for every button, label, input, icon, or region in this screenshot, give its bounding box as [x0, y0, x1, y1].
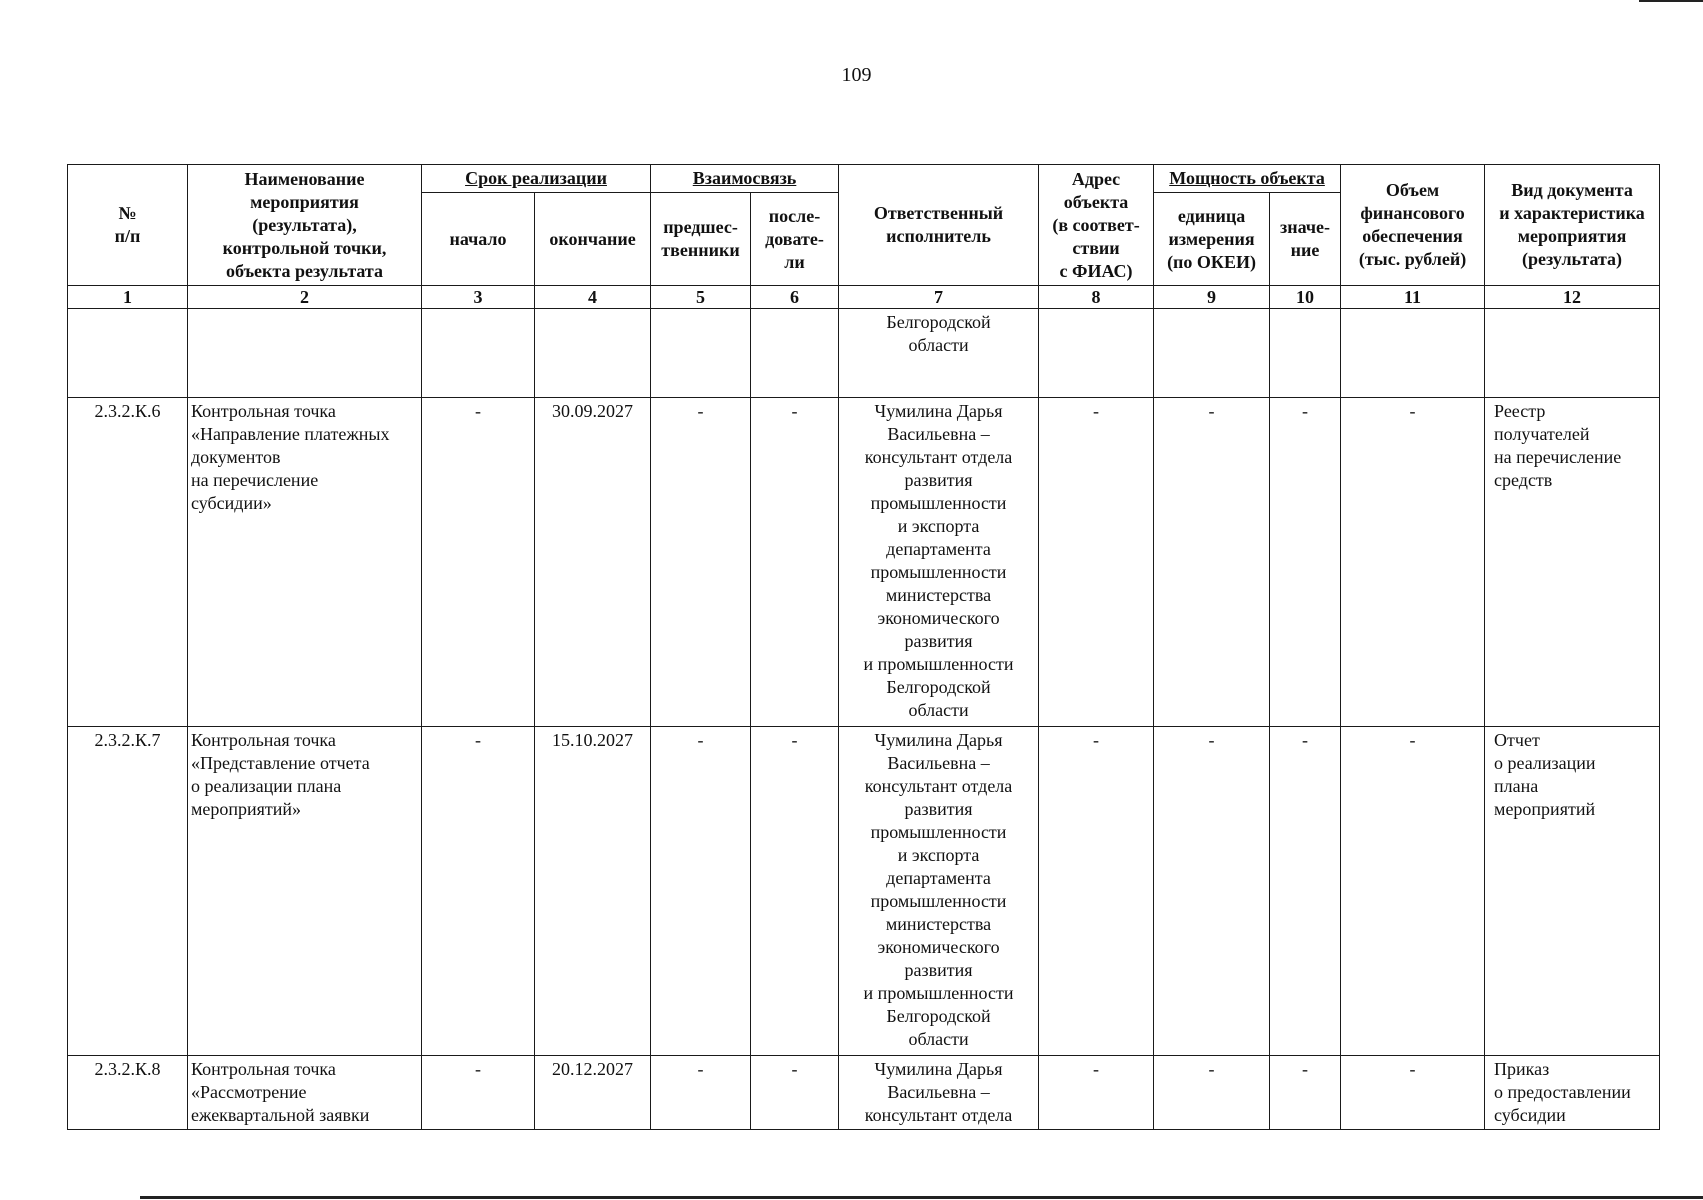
header-doc-type: Вид документа и характеристика мероприятия (результата) [1485, 165, 1660, 286]
cell-empty [188, 309, 422, 398]
header-capacity-unit: единица измерения (по ОКЕИ) [1154, 193, 1270, 286]
cell-num: 2.3.2.К.7 [68, 727, 188, 1056]
cell-finance: - [1341, 727, 1485, 1056]
cell-num: 2.3.2.К.8 [68, 1056, 188, 1130]
cell-name: Контрольная точка «Направление платежных документов на перечисление субсидии» [188, 398, 422, 727]
table-row [68, 727, 1660, 1056]
page-number: 109 [841, 64, 872, 86]
cell-address: - [1039, 398, 1154, 727]
cell-name: Контрольная точка «Представление отчета о реализации плана мероприятий» [188, 727, 422, 1056]
cell-doc: Реестр получателей на перечисление средств [1485, 398, 1660, 727]
column-number: 8 [1039, 286, 1154, 309]
cell-num: 2.3.2.К.6 [68, 398, 188, 727]
header-finance: Объем финансового обеспечения (тыс. рублей) [1341, 165, 1485, 286]
header-link: Взаимосвязь [651, 165, 839, 193]
column-number: 11 [1341, 286, 1485, 309]
column-number: 9 [1154, 286, 1270, 309]
cell-start: - [422, 727, 535, 1056]
header-name: Наименование мероприятия (результата), контрольной точки, объекта результата [188, 165, 422, 286]
cell-doc: Приказ о предоставлении субсидии [1485, 1056, 1660, 1130]
cell-empty [1154, 309, 1270, 398]
column-number: 12 [1485, 286, 1660, 309]
cell-doc: Отчет о реализации плана мероприятий [1485, 727, 1660, 1056]
column-number: 7 [839, 286, 1039, 309]
header-term-start: начало [422, 193, 535, 286]
column-number: 3 [422, 286, 535, 309]
cell-address: - [1039, 727, 1154, 1056]
cell-empty [1039, 309, 1154, 398]
cell-start: - [422, 398, 535, 727]
column-number: 6 [751, 286, 839, 309]
header-link-succ: после- довате- ли [751, 193, 839, 286]
cell-start: - [422, 1056, 535, 1130]
header-responsible: Ответственный исполнитель [839, 165, 1039, 286]
cell-pred: - [651, 727, 751, 1056]
cell-empty [1270, 309, 1341, 398]
header-num: № п/п [68, 165, 188, 286]
cell-succ: - [751, 727, 839, 1056]
cell-value: - [1270, 727, 1341, 1056]
cell-unit: - [1154, 727, 1270, 1056]
top-edge-rule [1639, 0, 1703, 2]
cell-responsible: Чумилина Дарья Васильевна – консультант отдела развития промышленности и экспорта департамента промышленности министерства экономического развития и промышленности Белгородской области [839, 398, 1039, 727]
cell-pred: - [651, 1056, 751, 1130]
column-number-row [68, 286, 1660, 309]
cell-succ: - [751, 1056, 839, 1130]
cell-finance: - [1341, 398, 1485, 727]
column-number: 1 [68, 286, 188, 309]
cell-empty [68, 309, 188, 398]
continuation-row [68, 309, 1660, 398]
cell-finance: - [1341, 1056, 1485, 1130]
table-row [68, 1056, 1660, 1130]
cell-unit: - [1154, 1056, 1270, 1130]
cell-end: 20.12.2027 [535, 1056, 651, 1130]
column-number: 5 [651, 286, 751, 309]
cell-address: - [1039, 1056, 1154, 1130]
cell-empty [1341, 309, 1485, 398]
cell-empty [422, 309, 535, 398]
cell-responsible: Белгородской области [839, 309, 1039, 398]
cell-empty [1485, 309, 1660, 398]
cell-end: 15.10.2027 [535, 727, 651, 1056]
column-number: 4 [535, 286, 651, 309]
cell-value: - [1270, 398, 1341, 727]
column-number: 2 [188, 286, 422, 309]
cell-succ: - [751, 398, 839, 727]
cell-responsible: Чумилина Дарья Васильевна – консультант отдела развития промышленности и экспорта департамента промышленности министерства экономического развития и промышленности Белгородской области [839, 727, 1039, 1056]
cell-value: - [1270, 1056, 1341, 1130]
cell-empty [751, 309, 839, 398]
cell-empty [651, 309, 751, 398]
header-capacity-value: значе- ние [1270, 193, 1341, 286]
cell-pred: - [651, 398, 751, 727]
header-capacity: Мощность объекта [1154, 165, 1341, 193]
events-table [67, 164, 1660, 1130]
header-address: Адрес объекта (в соответ- ствии с ФИАС) [1039, 165, 1154, 286]
cell-end: 30.09.2027 [535, 398, 651, 727]
cell-empty [535, 309, 651, 398]
column-number: 10 [1270, 286, 1341, 309]
bottom-edge-rule [140, 1196, 1703, 1199]
cell-responsible: Чумилина Дарья Васильевна – консультант отдела [839, 1056, 1039, 1130]
header-term: Срок реализации [422, 165, 651, 193]
header-term-end: окончание [535, 193, 651, 286]
cell-unit: - [1154, 398, 1270, 727]
table-row [68, 398, 1660, 727]
header-link-pred: предшес- твенники [651, 193, 751, 286]
cell-name: Контрольная точка «Рассмотрение ежеквартальной заявки [188, 1056, 422, 1130]
